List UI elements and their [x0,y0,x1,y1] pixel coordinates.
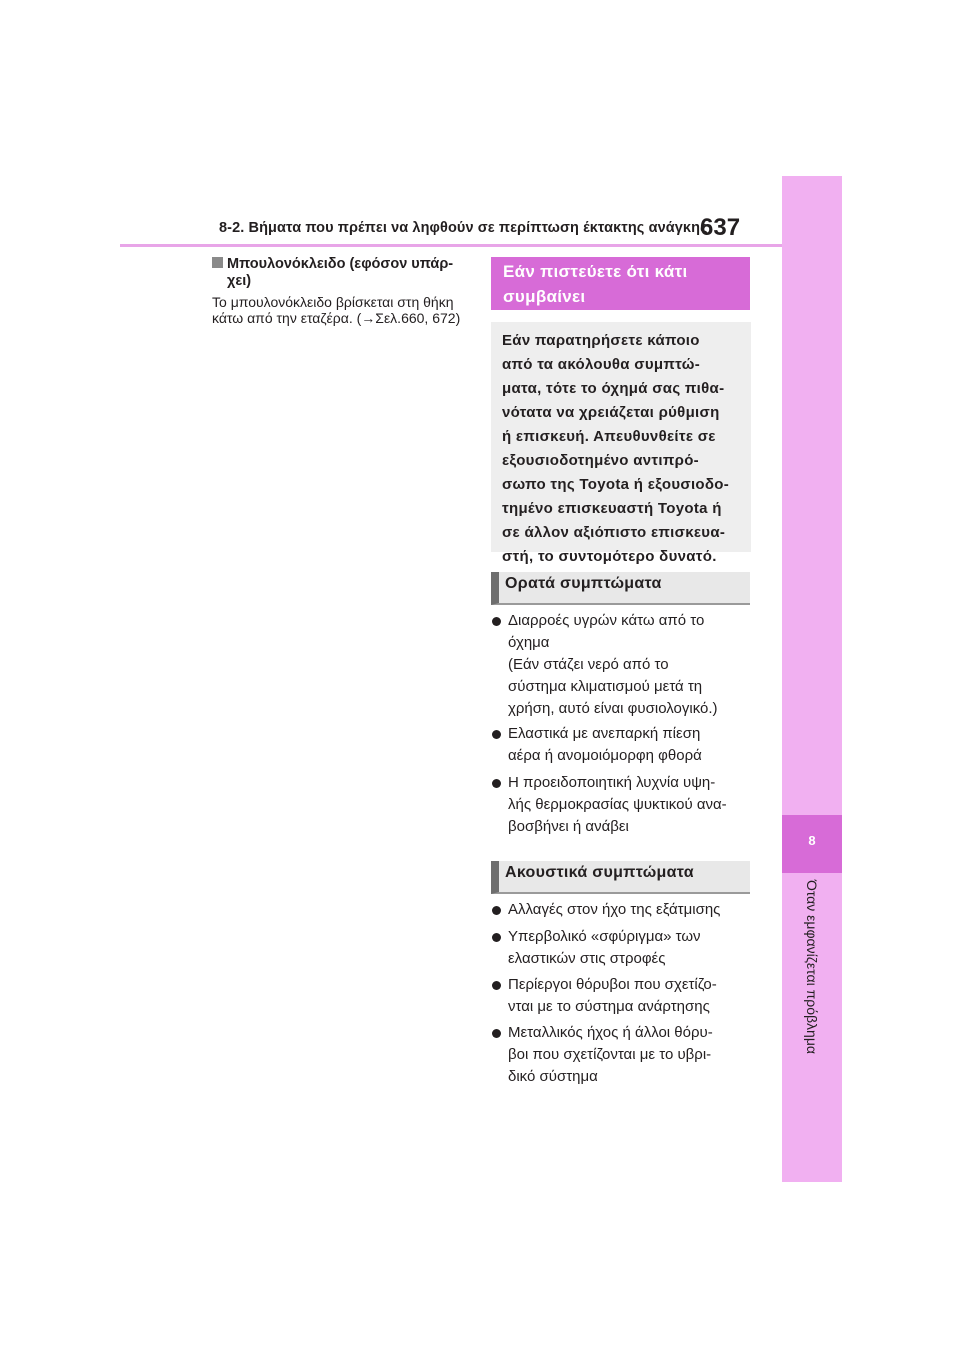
bullet-dot-icon [492,1029,501,1038]
lug-wrench-heading-full [0,0,1,1]
info-line: τημένο επισκευαστή Toyota ή [502,500,722,517]
list-item-line: Υπερβολικό «σφύριγμα» των [508,928,701,945]
visible-symptoms-heading-text: Ορατά συμπτώματα [505,575,662,592]
lug-wrench-heading-line: Μπουλονόκλειδο (εφόσον υπάρ- [227,256,454,272]
chapter-label: Όταν εμφανίζεται πρόβλημα [804,880,820,1054]
info-box-text [502,329,745,569]
bullet-dot-icon [492,981,501,990]
list-item-line: χρήση, αυτό είναι φυσιολογικό.) [508,700,718,717]
list-item-line: Μεταλλικός ήχος ή άλλοι θόρυ- [508,1024,713,1041]
bullet-dot-icon [492,906,501,915]
lug-wrench-heading-line: χει) [227,273,252,289]
info-line: ή επισκευή. Απευθυνθείτε σε [502,428,716,445]
info-line: νότατα να χρειάζεται ρύθμιση [502,404,720,421]
title-box-text [503,259,748,309]
list-item-line: βοι που σχετίζονται με το υβρι- [508,1046,712,1063]
list-item-line: Η προειδοποιητική λυχνία υψη- [508,774,716,791]
lug-wrench-text-line: Το μπουλονόκλειδο βρίσκεται στη θήκη [212,294,454,310]
bullet-dot-icon [492,730,501,739]
list-item-line: νται με το σύστημα ανάρτησης [508,998,710,1015]
square-bullet-icon [212,257,223,268]
list-item-line: λής θερμοκρασίας ψυκτικού ανα- [508,796,727,813]
audible-symptoms-heading [491,861,750,894]
visible-symptoms-heading [491,572,750,605]
section-title: 8-2. Βήματα που πρέπει να ληφθούν σε περίπτωση έκτακτης ανάγκης [219,220,708,236]
info-line: Εάν παρατηρήσετε κάποιο [502,332,700,349]
bullet-dot-icon [492,617,501,626]
info-line: από τα ακόλουθα συμπτώ- [502,356,700,373]
info-line: ματα, τότε το όχημά σας πιθα- [502,380,725,397]
lug-wrench-description [212,294,482,326]
chapter-number: 8 [808,833,816,848]
audible-symptoms-heading-text: Ακουστικά συμπτώματα [505,864,694,881]
list-item-line: Ελαστικά με ανεπαρκή πίεση [508,725,701,742]
list-item-line: Αλλαγές στον ήχο της εξάτμισης [508,901,721,918]
list-item-line: σύστημα κλιματισμού μετά τη [508,678,703,695]
list-item-line: Περίεργοι θόρυβοι που σχετίζο- [508,976,717,993]
list-item-line: βοσβήνει ή ανάβει [508,818,629,835]
lug-wrench-text-line: κάτω από την εταζέρα. (→Σελ.660, 672) [212,310,461,326]
title-line: συμβαίνει [503,287,586,306]
list-item-line: (Εάν στάζει νερό από το [508,656,669,673]
list-item-line: δικό σύστημα [508,1068,598,1085]
list-item-line: Διαρροές υγρών κάτω από το [508,612,705,629]
lug-wrench-heading [212,256,474,290]
info-line: σωπο της Toyota ή εξουσιοδο- [502,476,730,493]
info-line: εξουσιοδοτημένο αντιπρό- [502,452,699,469]
list-item-line: ελαστικών στις στροφές [508,950,666,967]
title-line: Εάν πιστεύετε ότι κάτι [503,262,688,281]
list-item-line: αέρα ή ανομοιόμορφη φθορά [508,747,702,764]
bullet-dot-icon [492,779,501,788]
info-line: στή, το συντομότερο δυνατό. [502,548,717,565]
info-line: σε άλλον αξιόπιστο επισκευα- [502,524,726,541]
header-divider [120,244,782,247]
list-item-line: όχημα [508,634,550,651]
page-number: 637 [700,214,741,241]
bullet-dot-icon [492,933,501,942]
